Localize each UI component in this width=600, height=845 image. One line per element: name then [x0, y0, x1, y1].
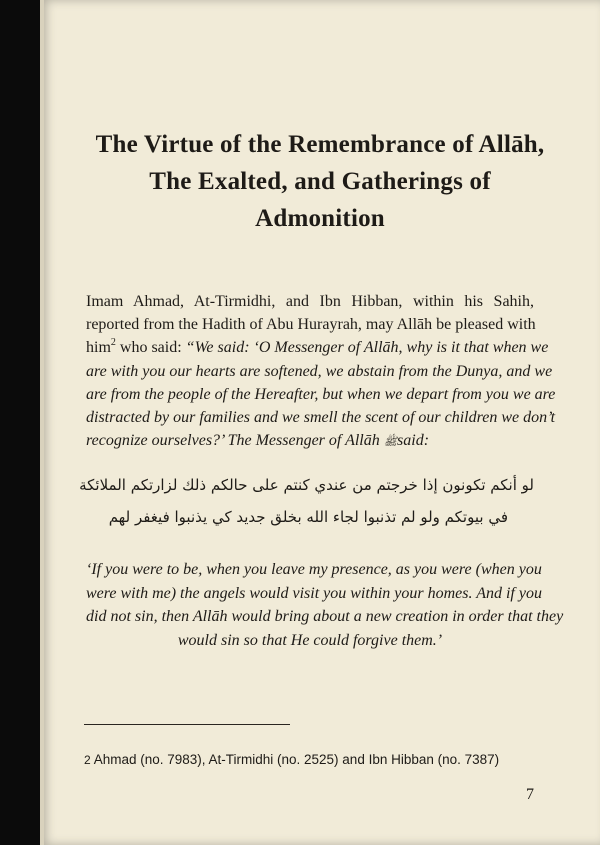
salutation-symbol: ﷺ: [383, 436, 398, 449]
footnote-reference[interactable]: 2: [110, 337, 116, 349]
paragraph-line-6: distracted by our families and we smell the scent of our children we don’t: [86, 409, 556, 427]
footnote: [84, 752, 544, 767]
paragraph-line-1: Imam Ahmad, At-Tirmidhi, and Ibn Hibban, within his Sahih,: [86, 293, 534, 310]
paragraph-line-4: are with you our hearts are softened, we abstain from the Dunya, and we: [86, 362, 553, 380]
title-line-3: Admonition: [255, 205, 385, 232]
paragraph-line-5: are from the people of the Hereafter, but when we depart from you we are: [86, 385, 556, 403]
footnote-number: 2: [84, 753, 91, 767]
arabic-text-line-1: لو أنكم تكونون إذا خرجتم من عندي كنتم على حالكم ذلك لزارتكم الملائكة: [79, 476, 534, 494]
translation-line-1: ‘If you were to be, when you leave my presence, as you were (when you: [86, 561, 542, 578]
arabic-text-line-2: في بيوتكم ولو لم تذنبوا لجاء الله بخلق جديد كي يذنبوا فيغفر لهم: [108, 508, 508, 526]
translation-line-2: were with me) the angels would visit you within your homes. And if you: [86, 584, 542, 602]
paragraph-line-7-start: recognize ourselves?’ The Messenger of Allāh: [86, 432, 384, 450]
hadith-paragraph: [86, 290, 556, 454]
paragraph-line-7: [86, 429, 534, 454]
title-line-2: The Exalted, and Gatherings of: [149, 168, 491, 195]
translation-line-3: did not sin, then Allāh would bring about a new creation in order that they: [86, 608, 564, 625]
translation-line-4: would sin so that He could forgive them.’: [177, 631, 443, 649]
paragraph-line-7-end: said:: [397, 432, 430, 450]
paragraph-line-3-middle: who said:: [115, 339, 186, 357]
footnote-text: Ahmad (no. 7983), At-Tirmidhi (no. 2525) and Ibn Hibban (no. 7387): [93, 752, 500, 767]
paragraph-line-3: [86, 336, 549, 359]
translation-block: [86, 558, 564, 652]
footnote-divider: [84, 724, 290, 725]
title-line-1: The Virtue of the Remembrance of Allāh,: [95, 131, 545, 158]
paragraph-line-3-quote: “We said: ‘O Messenger of Allāh, why is it that when we: [185, 339, 549, 357]
page-number: 7: [526, 786, 534, 803]
paragraph-line-3-start: him: [86, 339, 111, 357]
chapter-title: [40, 126, 600, 237]
paragraph-line-2: reported from the Hadith of Abu Hurayrah, may Allāh be pleased with: [86, 316, 536, 334]
